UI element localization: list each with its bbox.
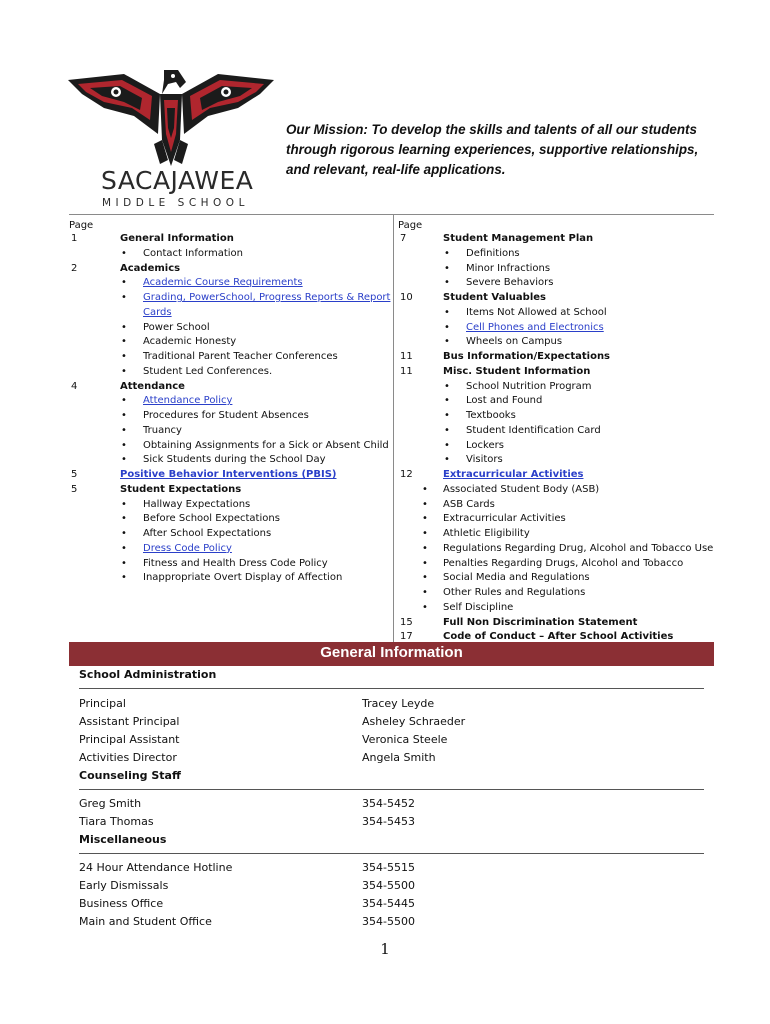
toc-entry: Inappropriate Overt Display of Affection (143, 572, 343, 584)
bullet-icon: • (444, 454, 450, 466)
toc-page-header: Page (398, 220, 423, 231)
toc-page-number: 11 (400, 351, 413, 362)
toc-page-number: 11 (400, 365, 413, 377)
bullet-icon: • (121, 351, 127, 362)
contact-value: 354-5445 (362, 897, 415, 910)
bullet-icon: • (444, 410, 450, 421)
toc-entry: Lost and Found (466, 395, 543, 407)
bullet-icon: • (121, 410, 127, 421)
miscellaneous-heading: Miscellaneous (79, 833, 167, 846)
toc-entry: Code of Conduct – After School Activities (443, 631, 674, 643)
bullet-icon: • (422, 528, 428, 539)
toc-link[interactable]: Cards (143, 306, 172, 318)
bullet-icon: • (444, 424, 450, 436)
toc-entry: Severe Behaviors (466, 277, 554, 289)
toc-link[interactable]: Grading, PowerSchool, Progress Reports & Report (143, 292, 391, 303)
contact-label: Principal (79, 697, 126, 710)
toc-page-number: 10 (400, 292, 413, 303)
bullet-icon: • (121, 321, 127, 333)
bullet-icon: • (121, 424, 127, 436)
toc-entry: Regulations Regarding Drug, Alcohol and Tobacco Use (443, 542, 714, 554)
contact-label: 24 Hour Attendance Hotline (79, 861, 233, 874)
thunderbird-logo-icon (64, 64, 278, 174)
toc-page-number: 4 (71, 380, 78, 392)
bullet-icon: • (444, 395, 450, 407)
toc-entry: Traditional Parent Teacher Conferences (143, 351, 338, 362)
toc-entry: Contact Information (143, 247, 243, 259)
bullet-icon: • (422, 601, 428, 613)
toc-entry: Misc. Student Information (443, 365, 591, 377)
bullet-icon: • (422, 498, 428, 510)
bullet-icon: • (444, 262, 450, 274)
contact-value: Asheley Schraeder (362, 715, 466, 728)
bullet-icon: • (444, 306, 450, 318)
toc-entry: General Information (120, 233, 234, 244)
toc-page-number: 2 (71, 262, 78, 274)
contact-label: Early Dismissals (79, 879, 169, 892)
toc-entry: Bus Information/Expectations (443, 351, 611, 362)
toc-entry: Athletic Eligibility (443, 528, 530, 539)
toc-entry: Truancy (143, 424, 182, 436)
toc-page-header: Page (69, 220, 94, 231)
toc-page-number: 17 (400, 631, 413, 643)
toc-link[interactable]: Cell Phones and Electronics (466, 321, 604, 333)
school-logo (64, 64, 278, 212)
bullet-icon: • (121, 542, 127, 554)
toc-entry: Student Management Plan (443, 233, 594, 244)
toc-entry: Visitors (466, 454, 503, 466)
bullet-icon: • (422, 557, 428, 569)
table-of-contents (69, 214, 714, 643)
mission-statement: Our Mission: To develop the skills and talents of all our students through rigorous learning experiences, supportive relationships, and relevant, real-life applications. (286, 122, 699, 177)
bullet-icon: • (121, 247, 127, 259)
bullet-icon: • (444, 247, 450, 259)
toc-page-number: 1 (71, 233, 78, 244)
toc-entry: Items Not Allowed at School (466, 306, 607, 318)
toc-entry: Obtaining Assignments for a Sick or Absent Child (143, 439, 389, 451)
toc-entry: Attendance (120, 380, 185, 392)
toc-entry: Definitions (466, 247, 520, 259)
toc-column-divider (393, 215, 394, 643)
toc-entry: Academic Honesty (143, 336, 237, 348)
bullet-icon: • (121, 528, 127, 539)
toc-link[interactable]: Extracurricular Activities (443, 469, 584, 480)
contact-value: 354-5500 (362, 879, 415, 892)
toc-entry: Hallway Expectations (143, 498, 251, 510)
toc-entry: School Nutrition Program (466, 380, 592, 392)
toc-entry: Student Expectations (120, 483, 242, 495)
toc-entry: Procedures for Student Absences (143, 410, 309, 421)
toc-entry: Self Discipline (443, 601, 514, 613)
bullet-icon: • (444, 336, 450, 348)
toc-page-number: 12 (400, 469, 413, 480)
toc-entry: Other Rules and Regulations (443, 587, 586, 598)
toc-entry: Fitness and Health Dress Code Policy (143, 557, 328, 569)
divider-line (79, 789, 704, 790)
bullet-icon: • (121, 513, 127, 525)
contact-label: Assistant Principal (79, 715, 180, 728)
contact-value: 354-5515 (362, 861, 415, 874)
toc-link[interactable]: Dress Code Policy (143, 542, 232, 554)
contact-value: Angela Smith (362, 751, 436, 764)
bullet-icon: • (121, 498, 127, 510)
toc-entry: Textbooks (466, 410, 516, 421)
contact-label: Main and Student Office (79, 915, 212, 928)
school-administration-heading: School Administration (79, 668, 217, 681)
bullet-icon: • (422, 513, 428, 525)
bullet-icon: • (444, 439, 450, 451)
bullet-icon: • (121, 365, 127, 377)
logo-subtitle: MIDDLE SCHOOL (102, 197, 249, 209)
toc-entry: Lockers (466, 439, 504, 451)
bullet-icon: • (121, 557, 127, 569)
toc-entry: ASB Cards (443, 498, 495, 510)
contact-label: Business Office (79, 897, 164, 910)
bullet-icon: • (121, 439, 127, 451)
contact-label: Greg Smith (79, 797, 142, 810)
toc-entry: Before School Expectations (143, 513, 280, 525)
bullet-icon: • (422, 587, 428, 598)
toc-page-number: 5 (71, 469, 78, 480)
divider-line (79, 853, 704, 854)
toc-entry: Academics (120, 262, 181, 274)
section-title: General Information (320, 644, 463, 661)
bullet-icon: • (121, 336, 127, 348)
bullet-icon: • (422, 572, 428, 584)
toc-link[interactable]: Positive Behavior Interventions (PBIS) (120, 469, 337, 480)
contact-label: Tiara Thomas (79, 815, 154, 828)
toc-entry: After School Expectations (143, 528, 272, 539)
toc-entry: Full Non Discrimination Statement (443, 616, 638, 628)
toc-entry: Student Led Conferences. (143, 365, 273, 377)
bullet-icon: • (422, 483, 428, 495)
bullet-icon: • (444, 277, 450, 289)
toc-entry: Power School (143, 321, 210, 333)
divider-line (79, 688, 704, 689)
contact-value: 354-5453 (362, 815, 415, 828)
toc-entry: Student Valuables (443, 292, 546, 303)
section-header-band (69, 642, 714, 666)
bullet-icon: • (444, 321, 450, 333)
toc-link[interactable]: Academic Course Requirements (143, 277, 303, 289)
bullet-icon: • (444, 380, 450, 392)
bullet-icon: • (121, 572, 127, 584)
toc-page-number: 5 (71, 483, 78, 495)
contact-label: Activities Director (79, 751, 177, 764)
contact-value: 354-5500 (362, 915, 415, 928)
toc-entry: Social Media and Regulations (443, 572, 590, 584)
bullet-icon: • (121, 454, 127, 466)
contact-value: Tracey Leyde (362, 697, 435, 710)
toc-entry: Student Identification Card (466, 424, 601, 436)
toc-entry: Extracurricular Activities (443, 513, 566, 525)
bullet-icon: • (121, 292, 127, 303)
toc-entry: Associated Student Body (ASB) (443, 483, 600, 495)
contact-value: 354-5452 (362, 797, 415, 810)
bullet-icon: • (121, 395, 127, 407)
counseling-staff-heading: Counseling Staff (79, 769, 181, 782)
contact-label: Principal Assistant (79, 733, 180, 746)
toc-entry: Minor Infractions (466, 262, 551, 274)
toc-page-number: 7 (400, 233, 407, 244)
contact-value: Veronica Steele (362, 733, 448, 746)
bullet-icon: • (422, 542, 428, 554)
toc-entry: Penalties Regarding Drugs, Alcohol and Tobacco (443, 557, 684, 569)
toc-link[interactable]: Attendance Policy (143, 395, 233, 407)
toc-entry: Sick Students during the School Day (143, 454, 326, 466)
bullet-icon: • (121, 277, 127, 289)
logo-wordmark: SACAJAWEA (101, 166, 254, 195)
toc-page-number: 15 (400, 616, 413, 628)
toc-entry: Wheels on Campus (466, 336, 563, 348)
page-number: 1 (380, 940, 390, 958)
